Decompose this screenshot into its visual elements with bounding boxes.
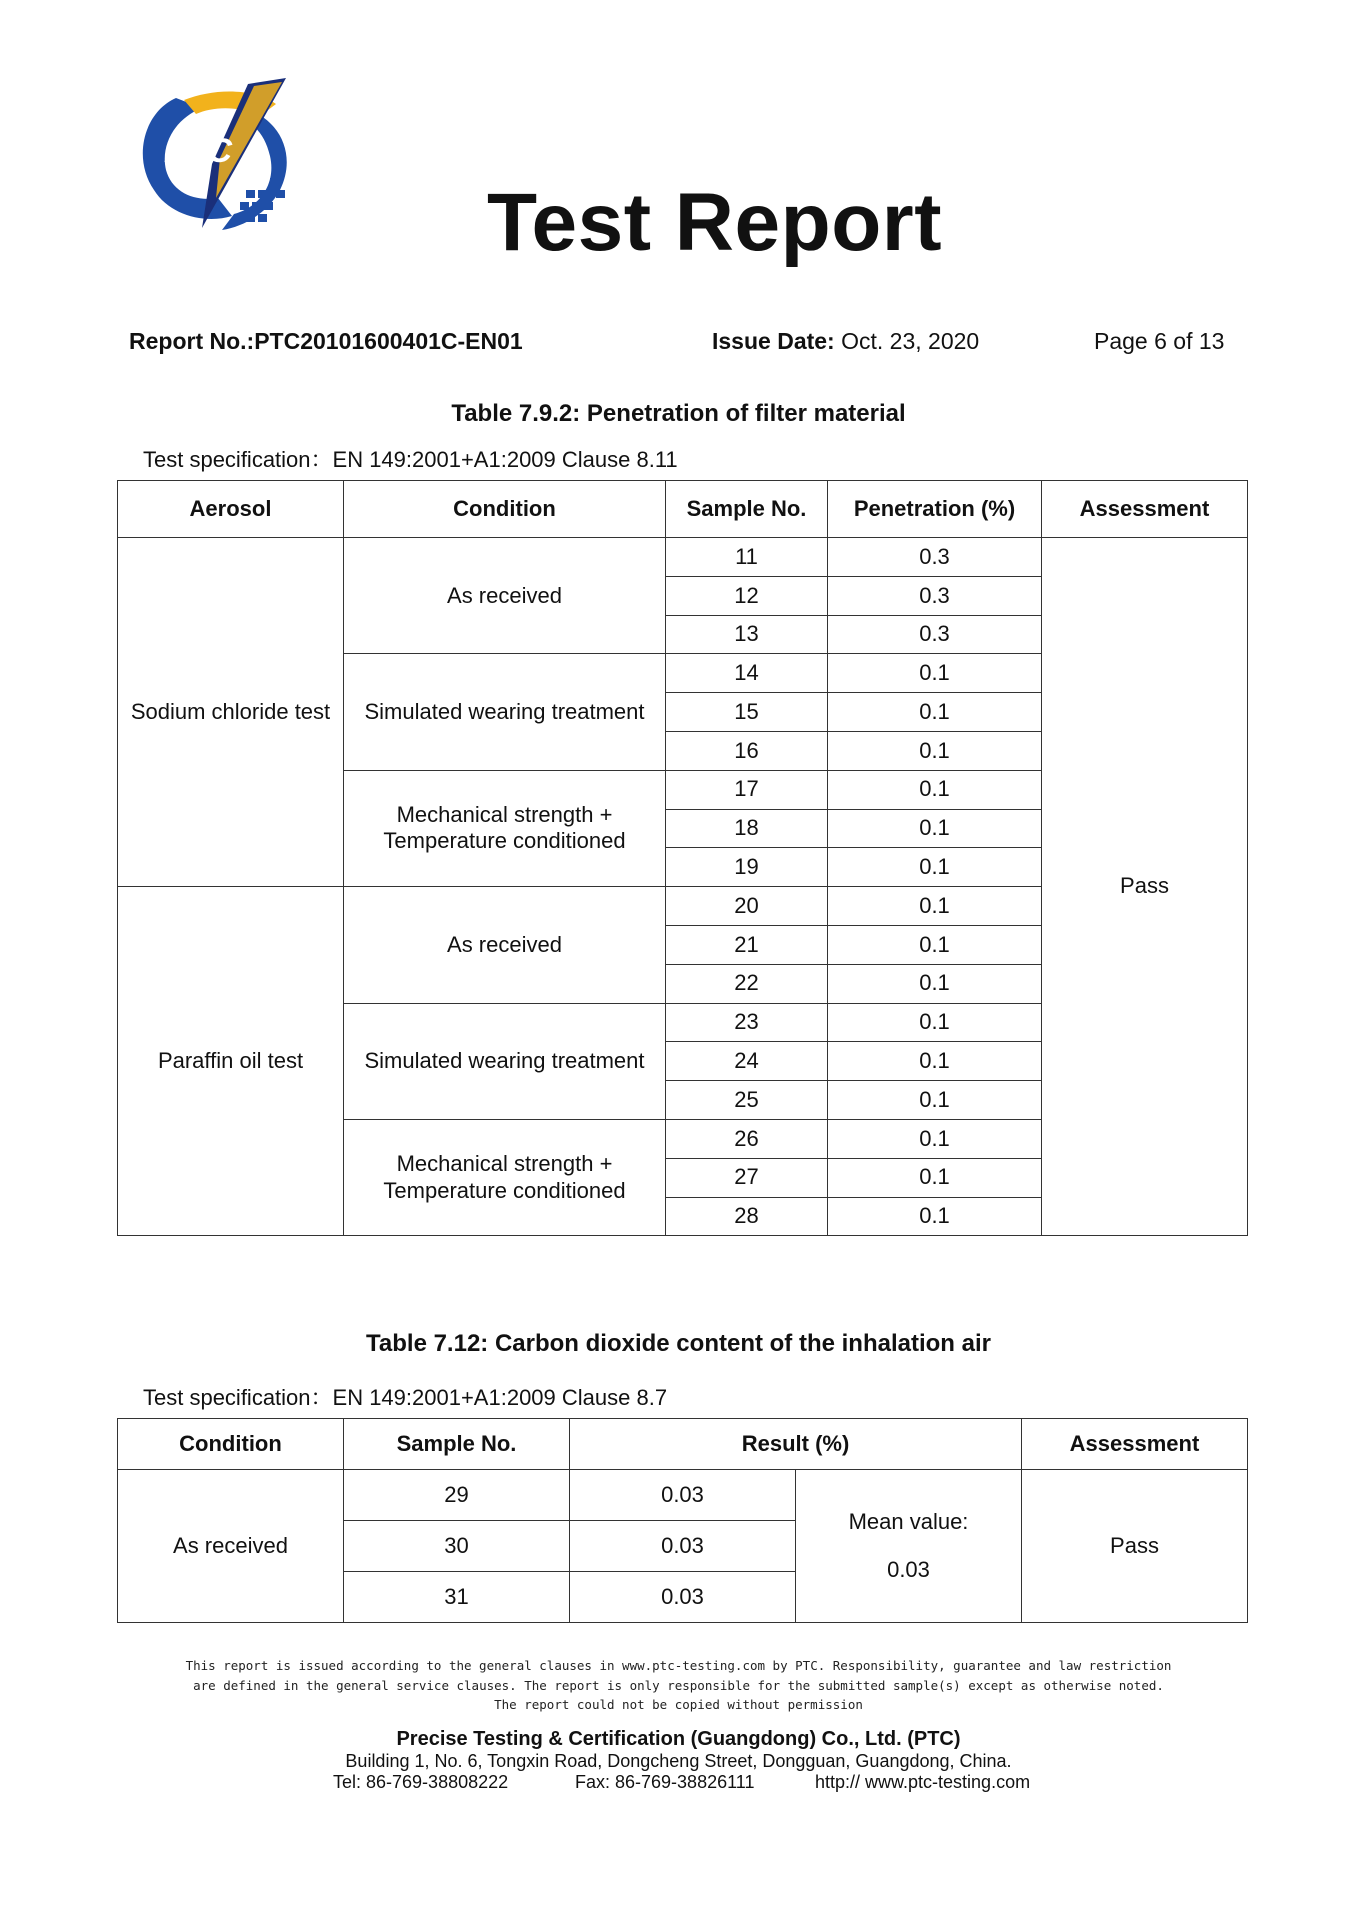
sample-cell: 30 — [344, 1521, 570, 1572]
table-header-row — [118, 1419, 1248, 1470]
penetration-cell: 0.1 — [828, 693, 1042, 732]
penetration-cell: 0.1 — [828, 1119, 1042, 1158]
sample-cell: 13 — [666, 615, 828, 654]
website-link[interactable]: http:// www.ptc-testing.com — [815, 1772, 1031, 1792]
issue-date — [712, 328, 979, 355]
penetration-cell: 0.1 — [828, 887, 1042, 926]
co2-table — [117, 1418, 1248, 1623]
sample-cell: 26 — [666, 1119, 828, 1158]
penetration-cell: 0.1 — [828, 1042, 1042, 1081]
col-header-result: Result (%) — [570, 1419, 1022, 1470]
penetration-cell: 0.1 — [828, 770, 1042, 809]
mean-label: Mean value: — [848, 1508, 969, 1534]
mean-cell — [796, 1470, 1022, 1623]
assessment-cell: Pass — [1022, 1470, 1248, 1623]
sample-cell: 21 — [666, 925, 828, 964]
col-header-penetration: Penetration (%) — [828, 481, 1042, 538]
col-header-sample: Sample No. — [666, 481, 828, 538]
sample-cell: 18 — [666, 809, 828, 848]
penetration-cell: 0.1 — [828, 809, 1042, 848]
sample-cell: 14 — [666, 654, 828, 693]
penetration-cell: 0.1 — [828, 1197, 1042, 1236]
sample-cell: 27 — [666, 1158, 828, 1197]
report-number: Report No.:PTC20101600401C-EN01 — [129, 328, 523, 354]
table2-spec: Test specification：EN 149:2001+A1:2009 Clause 8.7 — [143, 1385, 668, 1410]
telephone: Tel: 86-769-38808222 — [333, 1772, 509, 1792]
table-row — [118, 1470, 1248, 1521]
disclaimer-line: This report is issued according to the general clauses in www.ptc-testing.com by PTC. Responsibility, guarantee and law restriction — [185, 1658, 1172, 1673]
sample-cell: 17 — [666, 770, 828, 809]
logo-text: PTC — [164, 132, 232, 170]
sample-cell: 23 — [666, 1003, 828, 1042]
col-header-assessment: Assessment — [1022, 1419, 1248, 1470]
company-name: Precise Testing & Certification (Guangdong) Co., Ltd. (PTC) — [396, 1728, 961, 1750]
sample-cell: 29 — [344, 1470, 570, 1521]
mean-value: 0.03 — [887, 1557, 930, 1582]
penetration-cell: 0.1 — [828, 964, 1042, 1003]
penetration-cell: 0.1 — [828, 1158, 1042, 1197]
sample-cell: 24 — [666, 1042, 828, 1081]
sample-cell: 25 — [666, 1081, 828, 1120]
penetration-table — [117, 480, 1248, 1236]
aerosol-cell: Paraffin oil test — [118, 887, 344, 1236]
sample-cell: 19 — [666, 848, 828, 887]
table-header-row — [118, 481, 1248, 538]
result-cell: 0.03 — [570, 1572, 796, 1623]
sample-cell: 11 — [666, 538, 828, 577]
company-address: Building 1, No. 6, Tongxin Road, Dongcheng Street, Dongguan, Guangdong, China. — [345, 1751, 1012, 1771]
disclaimer-line: are defined in the general service clauses. The report is only responsible for the submitted sample(s) except as otherwise noted. — [193, 1677, 1164, 1693]
penetration-cell: 0.1 — [828, 848, 1042, 887]
condition-cell: Simulated wearing treatment — [344, 1003, 666, 1119]
col-header-aerosol: Aerosol — [118, 481, 344, 538]
page-number: Page 6 of 13 — [1094, 328, 1225, 354]
penetration-cell: 0.1 — [828, 925, 1042, 964]
table1-caption: Table 7.9.2: Penetration of filter material — [451, 400, 906, 427]
disclaimer-line: The report could not be copied without permission — [494, 1697, 863, 1712]
sample-cell: 31 — [344, 1572, 570, 1623]
issue-date-value: Oct. 23, 2020 — [841, 328, 980, 354]
result-cell: 0.03 — [570, 1470, 796, 1521]
penetration-cell: 0.3 — [828, 576, 1042, 615]
penetration-cell: 0.1 — [828, 731, 1042, 770]
sample-cell: 20 — [666, 887, 828, 926]
disclaimer — [0, 1656, 1357, 1715]
col-header-assessment: Assessment — [1042, 481, 1248, 538]
condition-cell: As received — [344, 538, 666, 654]
sample-cell: 12 — [666, 576, 828, 615]
page-title: Test Report — [486, 177, 943, 268]
assessment-cell: Pass — [1042, 538, 1248, 1236]
penetration-cell: 0.3 — [828, 538, 1042, 577]
fax: Fax: 86-769-38826111 — [575, 1772, 755, 1792]
penetration-cell: 0.1 — [828, 1081, 1042, 1120]
aerosol-cell: Sodium chloride test — [118, 538, 344, 887]
condition-cell: As received — [344, 887, 666, 1003]
col-header-condition: Condition — [118, 1419, 344, 1470]
issue-date-label: Issue Date: — [712, 328, 835, 354]
sample-cell: 22 — [666, 964, 828, 1003]
condition-cell: Mechanical strength + Temperature conditioned — [344, 770, 666, 886]
condition-cell: Simulated wearing treatment — [344, 654, 666, 770]
table1-spec: Test specification：EN 149:2001+A1:2009 Clause 8.11 — [143, 447, 678, 472]
condition-cell: As received — [118, 1470, 344, 1623]
col-header-condition: Condition — [344, 481, 666, 538]
penetration-cell: 0.1 — [828, 654, 1042, 693]
col-header-sample: Sample No. — [344, 1419, 570, 1470]
sample-cell: 16 — [666, 731, 828, 770]
result-cell: 0.03 — [570, 1521, 796, 1572]
sample-cell: 15 — [666, 693, 828, 732]
table-row — [118, 538, 1248, 577]
sample-cell: 28 — [666, 1197, 828, 1236]
penetration-cell: 0.1 — [828, 1003, 1042, 1042]
table2-caption: Table 7.12: Carbon dioxide content of the inhalation air — [366, 1330, 991, 1357]
penetration-cell: 0.3 — [828, 615, 1042, 654]
condition-cell: Mechanical strength + Temperature conditioned — [344, 1119, 666, 1235]
